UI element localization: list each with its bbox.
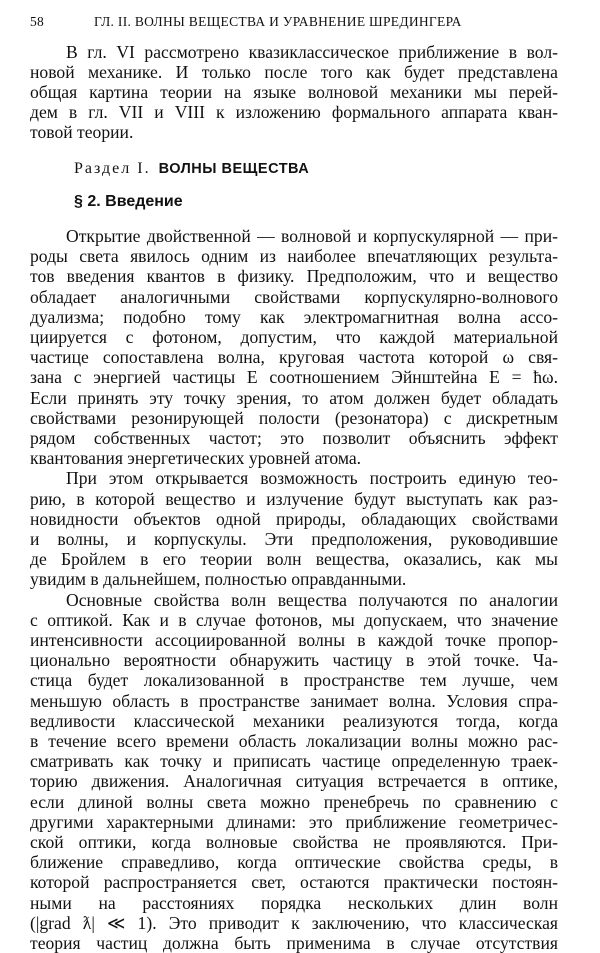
text-line: рию, в которой вещество и излучение будут выступать как раз- bbox=[30, 488, 558, 509]
text-line: тов введения квантов в физику. Предположим, что и вещество bbox=[30, 266, 558, 287]
text-line: стица будет локализованной в пространстве тем лучше, чем bbox=[30, 670, 558, 691]
text-line: свойствами резонирующей полости (резонатора) с дискретным bbox=[30, 407, 558, 428]
text-line: и волны, и корпускулы. Эти предположения, руководившие bbox=[30, 529, 558, 549]
text-line: теория частиц должна быть применима в случае отсутствия bbox=[30, 933, 558, 953]
text-line: увидим в дальнейшем, полностью оправданными. bbox=[30, 569, 407, 590]
text-line: сматривать как точку и приписать частице определенную траек- bbox=[30, 751, 558, 772]
text-line: роды света явилось одним из наиболее впечатляющих результа- bbox=[30, 246, 558, 267]
page-number: 58 bbox=[30, 14, 45, 29]
text-line: частице сопоставлена волна, круговая частота которой ω свя- bbox=[30, 347, 558, 368]
text-line: с оптикой. Как и в случае фотонов, мы допускаем, что значение bbox=[30, 609, 558, 630]
text-line: рядом собственных частот; это позволит объяснить эффект bbox=[30, 428, 558, 448]
text-line: ближение справедливо, когда оптические свойства среды, в bbox=[30, 852, 558, 873]
text-line: зана с энергией частицы E соотношением Эйнштейна E = ħω. bbox=[30, 367, 558, 388]
text-line: в течение всего времени область локализации волны можно рас- bbox=[30, 731, 558, 751]
text-line: интенсивности ассоциированной волны в каждой точке пропор- bbox=[30, 630, 558, 650]
text-line: если длиной волны света можно пренебречь по сравнению с bbox=[30, 791, 558, 812]
text-line: другими характерными длинами: это приближение геометричес- bbox=[30, 811, 558, 832]
text-line: дуализма; подобно тому как электромагнитная волна ассо- bbox=[30, 306, 558, 327]
text-line: ведливости классической механики реализуются тогда, когда bbox=[30, 710, 558, 731]
text-line: При этом открывается возможность построить единую тео- bbox=[66, 468, 558, 489]
text-line: общая картина теории на языке волновой механики мы перей- bbox=[30, 82, 558, 102]
text-line: Открытие двойственной — волновой и корпускулярной — при- bbox=[66, 226, 558, 246]
text-line: обладает аналогичными свойствами корпускулярно-волнового bbox=[30, 286, 558, 307]
text-line: квантования энергетических уровней атома. bbox=[30, 448, 362, 469]
paragraph-heading: § 2. Введение bbox=[74, 193, 183, 210]
section-label: Раздел I. bbox=[74, 160, 151, 177]
text-line: ской оптики, когда волновые свойства не проявляются. При- bbox=[30, 832, 558, 852]
text-line: которой распространяется свет, остаются практически постоян- bbox=[30, 872, 558, 893]
text-line: товой теории. bbox=[30, 122, 134, 142]
text-line: циируется с фотоном, допустим, что каждой материальной bbox=[30, 327, 558, 347]
text-line: ционально вероятности обнаружить частицу в этой точке. Ча- bbox=[30, 650, 558, 671]
text-line: новидности объектов одной природы, обладающих свойствами bbox=[30, 508, 558, 529]
text-line: В гл. VI рассмотрено квазиклассическое приближение в вол- bbox=[66, 42, 558, 62]
text-line: новой механике. И только после того как будет представлена bbox=[30, 62, 558, 82]
section-title: ВОЛНЫ ВЕЩЕСТВА bbox=[158, 161, 310, 177]
text-line: торию движения. Аналогичная ситуация встречается в оптике, bbox=[30, 771, 558, 792]
text-line: (|grad ƛ| ≪ 1). Это приводит к заключению, что классическая bbox=[30, 912, 558, 933]
text-line: ными на расстояниях порядка нескольких длин волн bbox=[30, 892, 558, 913]
text-line: меньшую область в пространстве занимает волна. Условия спра- bbox=[30, 690, 558, 711]
text-line: де Бройлем в его теории волн вещества, оказались, как мы bbox=[30, 549, 558, 570]
running-title: ГЛ. II. ВОЛНЫ ВЕЩЕСТВА И УРАВНЕНИЕ ШРЕДИНГЕРА bbox=[94, 14, 462, 29]
text-line: Если принять эту точку зрения, то атом должен будет обладать bbox=[30, 387, 558, 408]
text-line: дем в гл. VII и VIII к изложению формального аппарата кван- bbox=[30, 102, 558, 122]
running-header bbox=[30, 14, 575, 34]
text-line: Основные свойства волн вещества получаются по аналогии bbox=[66, 589, 558, 610]
section-heading bbox=[74, 160, 309, 178]
